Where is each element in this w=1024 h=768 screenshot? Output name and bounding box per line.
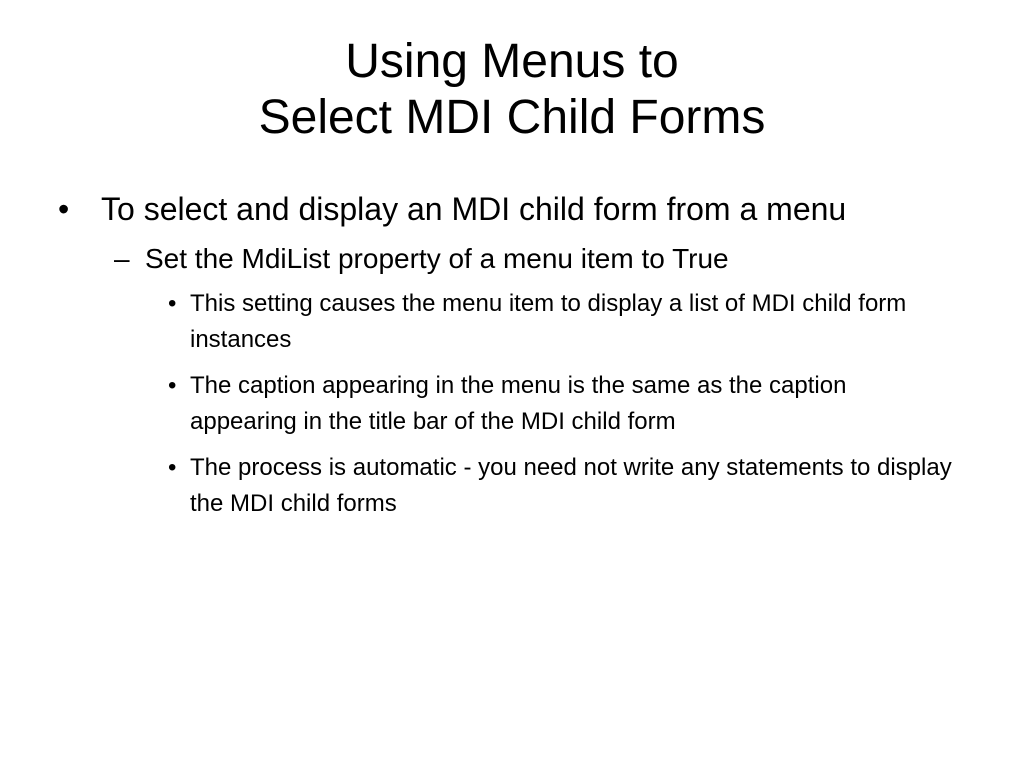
bullet-dash-icon: – — [114, 243, 130, 274]
bullet-level-3 — [168, 450, 958, 522]
bullet-level-3 — [168, 286, 958, 358]
bullet-level-1 — [58, 190, 958, 228]
slide-title-line-2: Select MDI Child Forms — [258, 91, 766, 144]
bullet-dot-icon: • — [168, 290, 177, 317]
bullet-text: The process is automatic - you need not write any statements to display the MDI child forms — [190, 454, 952, 517]
bullet-level-2 — [114, 242, 958, 276]
slide-title — [0, 34, 1024, 146]
slide-title-line-1: Using Menus to — [345, 35, 679, 88]
bullet-text: To select and display an MDI child form from a menu — [101, 191, 847, 227]
bullet-dot-icon: • — [168, 372, 177, 399]
slide-body — [58, 190, 958, 522]
bullet-dot-icon: • — [168, 454, 177, 481]
bullet-dot-icon: • — [58, 191, 70, 227]
bullet-text: Set the MdiList property of a menu item to True — [145, 243, 729, 274]
bullet-text: This setting causes the menu item to display a list of MDI child form instances — [190, 290, 907, 353]
bullet-level-3 — [168, 368, 958, 440]
bullet-text: The caption appearing in the menu is the same as the caption appearing in the title bar of the MDI child form — [190, 372, 847, 435]
